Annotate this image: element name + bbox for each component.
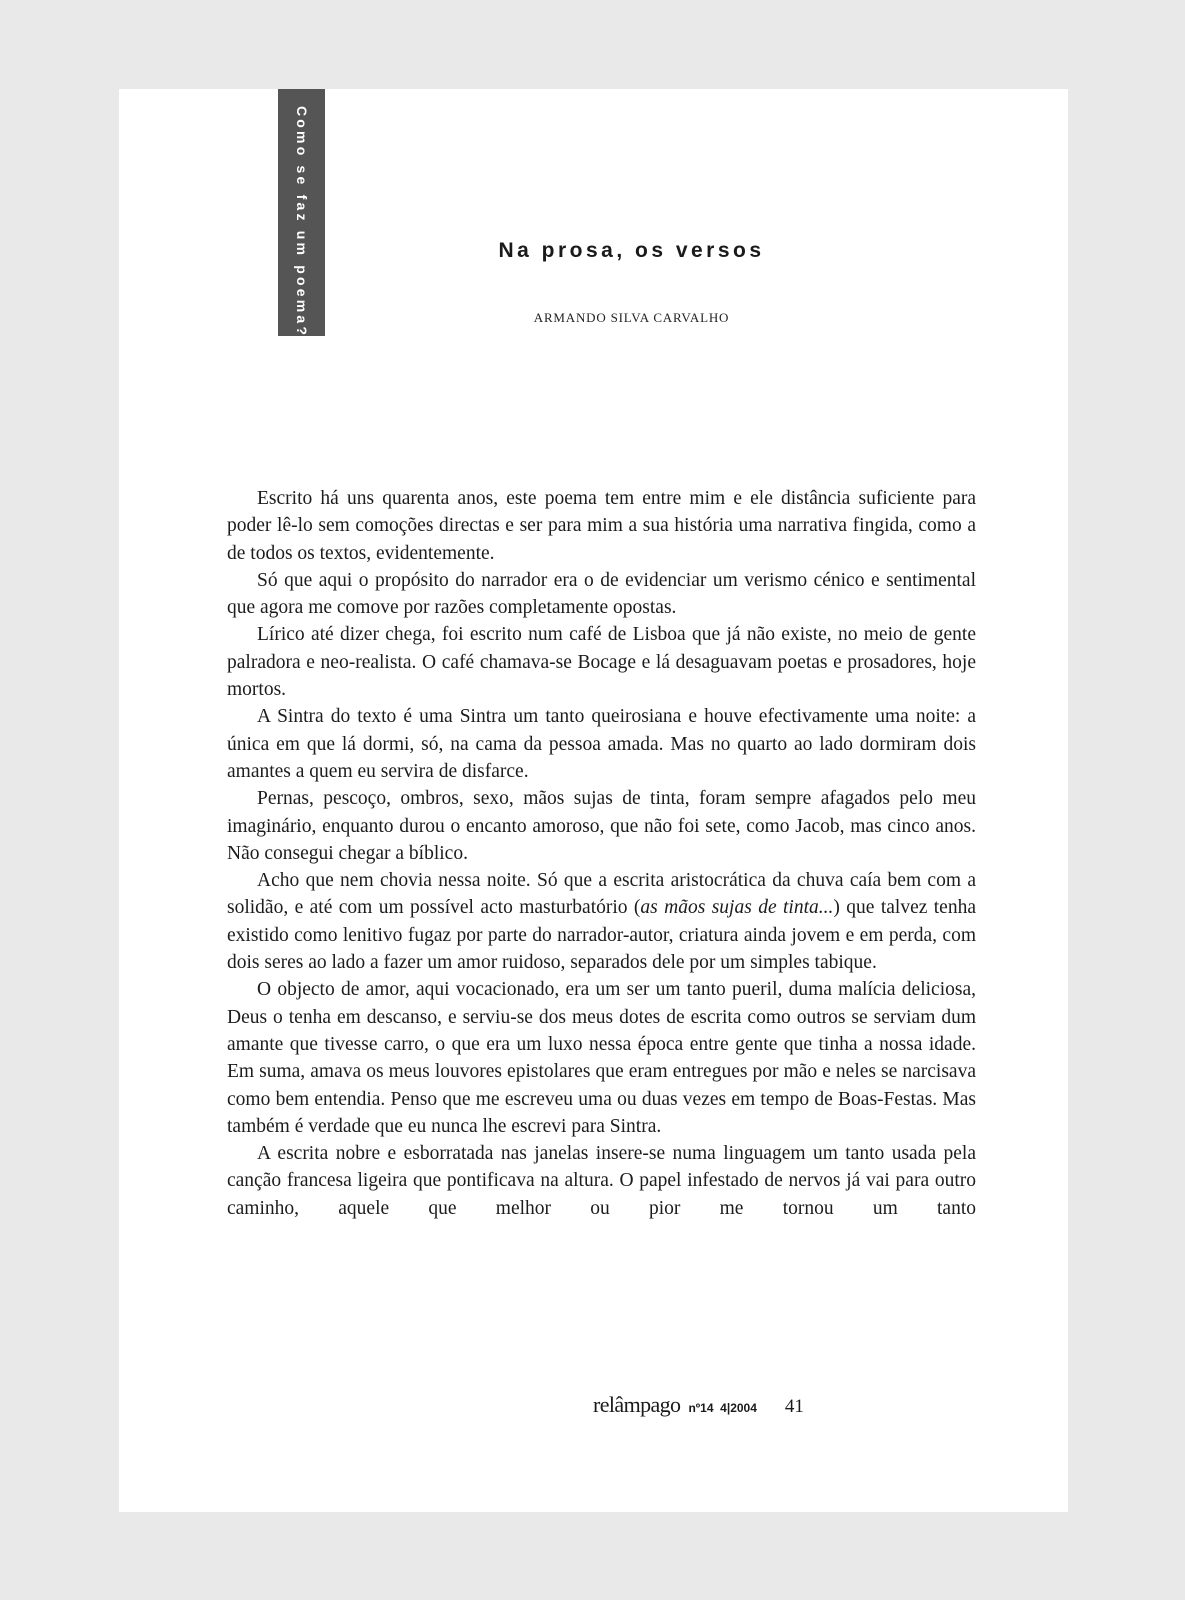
page-number: 41 [784,1396,804,1417]
section-tab-label: Como se faz um poema? [294,106,310,339]
paragraph-text: ) que talvez tenha existido como lenitivo fugaz por parte do narrador-autor, criatura ainda jovem e em perda, com dois seres ao lado a fazer um amor ruidoso, separados dele por um simples tabique. [227,897,976,974]
paragraph: A escrita nobre e esborratada nas janelas insere-se numa linguagem um tanto usada pela canção francesa ligeira que pontificava na altura. O papel infestado de nervos já vai para outro caminho, aquele que melhor ou pior me tornou um tanto [227,1143,976,1219]
paragraph: Só que aqui o propósito do narrador era o de evidenciar um verismo cénico e sentimental que agora me comove por razões completamente opostas. [227,569,976,619]
issue-info: nº14 4|2004 [688,1401,757,1415]
paragraph: Lírico até dizer chega, foi escrito num café de Lisboa que já não existe, no meio de gente palradora e neo-realista. O café chamava-se Bocage e lá desaguavam poetas e prosadores, hoje mortos. [227,624,976,701]
magazine-name: relâmpago [593,1392,681,1417]
article-title: Na prosa, os versos [498,239,765,262]
document-page [119,89,1068,1512]
paragraph [227,867,976,976]
article-author: ARMANDO SILVA CARVALHO [533,310,730,325]
paragraph: A Sintra do texto é uma Sintra um tanto queirosiana e houve efectivamente uma noite: a única em que lá dormi, só, na cama da pessoa amada. Mas no quarto ao lado dormiram dois amantes a quem eu servira de disfarce. [227,706,976,782]
article-body [227,485,976,1222]
section-tab [278,89,325,339]
page-footer [593,1392,804,1418]
italic-quote: as mãos sujas de tinta... [640,897,834,919]
paragraph-text: Acho que nem chovia nessa noite. Só que a escrita aristocrática da chuva caía bem com a solidão, e até com um possível acto masturbatório ( [227,870,976,919]
paragraph: Pernas, pescoço, ombros, sexo, mãos sujas de tinta, foram sempre afagados pelo meu imaginário, enquanto durou o encanto amoroso, que não foi sete, como Jacob, mas cinco anos. Não consegui chegar a bíblico. [227,788,976,864]
paragraph: O objecto de amor, aqui vocacionado, era um ser um tanto pueril, duma malícia deliciosa, Deus o tenha em descanso, e serviu-se dos meus dotes de escrita como outros se serviam dum amante que tivesse carro, o que era um luxo nessa época entre gente que tinha a nossa idade. Em suma, amava os meus louvores epistolares que eram entregues por mão e neles se narcisava como bem entendia. Penso que me escreveu uma ou duas vezes em tempo de Boas-Festas. Mas também é verdade que eu nunca lhe escrevi para Sintra. [227,979,976,1137]
paragraph: Escrito há uns quarenta anos, este poema tem entre mim e ele distância suficiente para poder lê-lo sem comoções directas e ser para mim a sua história uma narrativa fingida, como a de todos os textos, evidentemente. [227,488,976,564]
